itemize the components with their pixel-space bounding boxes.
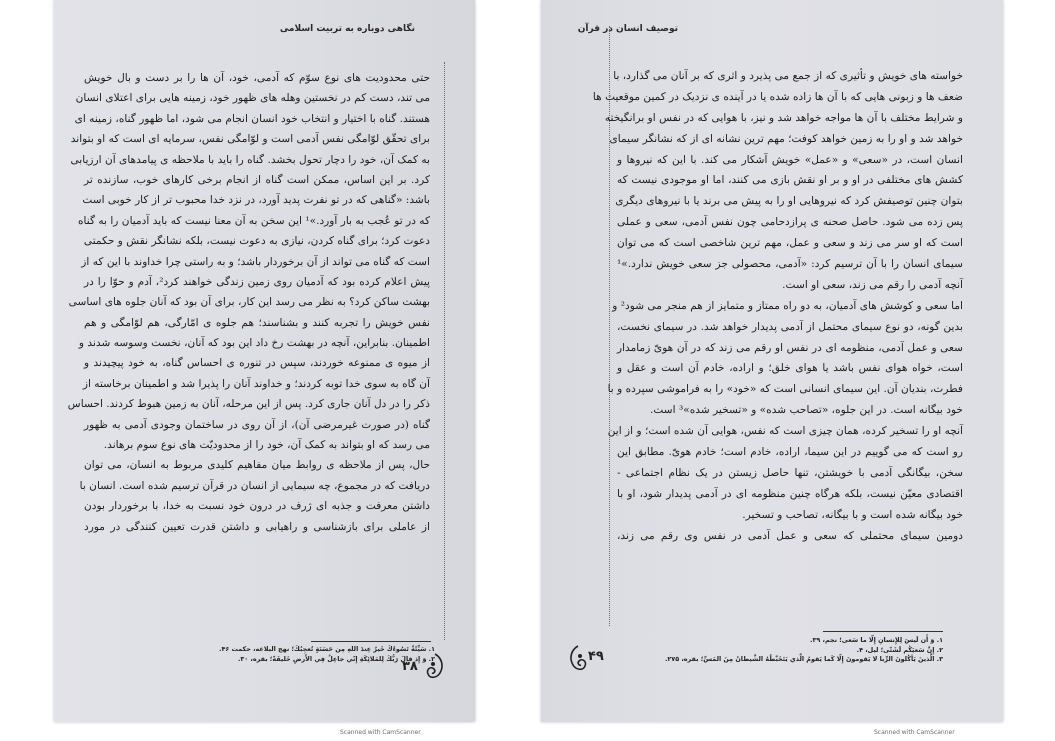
text-line: کشش های مختلفی در او و بر او نقش بازی می کنند، اما او موجودی نیست که <box>617 174 963 187</box>
body-text <box>67 68 430 537</box>
text-line: دریافت که در مجموع، چه سیمایی از انسان در قرآن ترسیم شده است. انسان با <box>79 479 430 492</box>
text-line: دعوت کرد؛ برای گناه کردن، نیازی به دعوت نیست، بلکه نشانگر نقش و حکمتی <box>83 235 430 248</box>
text-line: است که او سر می زند و سعی و عمل، مهم ترین شاخصی است که می توان <box>617 237 963 250</box>
text-line: می رسد که او بتواند به کمک آن، خود را از محدودیّت های نوع سوم برهاند. <box>103 439 430 452</box>
text-line: دومین سیمای محتملی که سعی و عمل آدمی در نفس وی رقم می زند، <box>617 529 963 542</box>
footnote: ۱. وَ أَن لَيسَ لِلإِنسانِ إِلّا ما سَعى؛ نجم، ۳۹. <box>810 636 943 644</box>
text-line: کرد. بر این اساس، ممکن است گناه از انجام برخی کارهای خوب، سازنده تر <box>84 173 430 186</box>
footnote: ۲. إِنَّ سَعيَكُم لَشَتّى؛ لیل، ۴. <box>856 645 943 654</box>
text-line: از میوه ی ممنوعه خوردند، سپس در تنوره ی احساس گناه، به خود پیچیدند و <box>84 357 430 370</box>
left-page <box>54 0 475 722</box>
text-line: برای تحقّق لوّامگی نفس آدمی است و لوّامگی نفس، سرمایه ای است که او بتواند <box>70 133 430 146</box>
text-line: بدین گونه، دو نوع سیمای محتمل از آدمی پدیدار خواهد شد. در سیمای نخست، <box>617 320 963 333</box>
text-line: اطمینان. بنابراین، آنچه در بهشت رخ داد این بود که آنان، نخست وسوسه شدند و <box>78 337 430 350</box>
text-line: فطرت، بندیان آن. این سیمای انسانی است که «خود» را به فراموشی سپرده و با <box>607 383 963 396</box>
text-line: ضعف ها و زبونی هایی که با آن ها زاده شده یا در آینده ی نزدیک در کمین موقعیت ها <box>592 90 963 103</box>
text-line: خواهد شد و او را به زمین خواهد کوفت؛ مهم ترین نشانه ای از که نشانگر سیمای <box>609 132 963 145</box>
text-line: گناه (در صورت غیرمرضی آن)، از آن روی در ساختمان وجودی آدمی به ظهور <box>84 418 430 431</box>
text-line: ذکر را در دل آنان جاری کرد. پس از این مرحله، آنان به زمین هبوط کردند. احساس <box>67 398 430 411</box>
scanner-watermark: Scanned with CamScanner <box>340 729 421 736</box>
running-head: نگاهی دوباره به تربیت اسلامی <box>279 24 415 34</box>
text-line: بتوان چنین توصیفش کرد که نیروهایی او را به پیش می برند یا با نیروهای دیگری <box>615 195 963 208</box>
text-line: هستند. گناه با اختیار و انتخاب خود انسان انجام می شود، اما ظهور گناه، زمینه ای <box>74 112 430 125</box>
text-line: بهشت ساکن کرد؟ به نظر می رسد این کار، برای آن بود که آنان جلوه های اساسی <box>68 296 430 309</box>
dotted-margin-rule <box>444 62 445 640</box>
text-line: حال، پس از ملاحظه ی روابط میان مفاهیم کلیدی مربوط به انسان، می توان <box>84 459 430 472</box>
text-line: اقتصادی معیّن نیست، بلکه هرگاه چنین منظومه ای در آدمی پدیدار شود، او با <box>617 487 963 500</box>
text-line: آن گاه به سوی خدا توبه کردند؛ و خداوند آنان را پذیرا شد و اطمینان برخاسته از <box>82 377 430 390</box>
text-line: از عاملی برای بازشناسی و راهیابی و داشتن قدرت تعیین کنندگی در مورد <box>84 520 430 533</box>
text-line: اما سعی و کوشش های آدمیان، به دو راه ممتاز و متمایز از هم منجر می شود² و <box>612 299 963 312</box>
text-line: پس زده می شود. حاصل صحنه ی پرازدحامی چون نفس آدمی، سعی و عملی <box>617 216 963 229</box>
paisley-ornament-icon <box>567 644 589 672</box>
text-line: خود بیگانه است. در این جلوه، «تصاحب شده» و «تسخیر شده»³ است. <box>650 404 963 417</box>
text-line: که در تو عُجب به بار آورد.»¹ این سخن به آن معنا نیست که باید آدمیان را به گناه <box>77 214 430 227</box>
text-line: آنچه آدمی را رقم می زند، سعی او است. <box>782 278 963 291</box>
footnote-rule <box>311 641 431 642</box>
text-line: سخن، بیگانگی آدمی با خویشتن، تنها حاصل زیستن در یک نظام اجتماعی - <box>617 466 963 479</box>
text-line: خود بیگانه شده است و با بیگانه، تصاحب و تسخیر. <box>742 508 963 521</box>
paisley-ornament-icon <box>424 652 446 680</box>
footnote: ۱. سَيِّئَةٌ تَسُوءُكَ خَيرٌ عِندَ اللهِ مِن حَسَنَةٍ تُعجِبُكَ؛ نهج البلاغه، حکمت ۴۶. <box>219 645 435 653</box>
text-line: سیمای انسان را با آن ترسیم کرد: «آدمی، محصولی جز سعی خویش ندارد.»¹ <box>617 258 963 271</box>
text-line: باشد: «گناهی که در تو نفرت پدید آورد، در نزد خدا محبوب تر از کار خوبی است <box>82 194 430 207</box>
text-line: آنچه او را تسخیر کرده، همان چیزی است که نفس، هوایی آن شده است؛ و از این <box>607 425 963 438</box>
text-line: سعی و عمل آدمی، منظومه ای در نفس او رقم می زند که در آن هویّ زمامدار <box>617 341 963 354</box>
text-line: انسان است، در «سعی» و «عمل» خویش آشکار می کند. با این که نیروها و <box>617 153 963 166</box>
right-page <box>541 0 1003 722</box>
text-line: پیش اعلام کرده بود که آدمیان روی زمین زندگی خواهند کرد²، آدم و حوّا را در <box>84 275 430 288</box>
footnotes <box>135 645 435 664</box>
text-line: خواسته های خویش و تأثیری که از جمع می پذیرد و اثری که بر آنان می گذارد، با <box>613 70 963 82</box>
text-line: رو است که می گوییم در این سیما، اراده، خادم است؛ خادم هویّ. مطابق این <box>617 446 963 459</box>
footnote-rule <box>823 631 943 632</box>
text-line: می تند، دست کم در نخستین وهله های ظهور خود، زمینه هایی برای اعتلای انسان <box>75 92 430 105</box>
text-line: و شرایط مختلف با آن ها مواجه خواهد شد و نیز، با هوایی که در نفس او برانگیخته <box>604 111 963 124</box>
scanner-watermark: Scanned with CamScanner <box>874 729 955 736</box>
text-line: داشتن معرفت و جذبه ای ژرف در درون خود نسبت به خدا، با برخوردار بودن <box>84 500 430 513</box>
page-number: ۴۹ <box>588 649 604 664</box>
body-text <box>592 66 963 546</box>
text-line: به کمک آن، خود را دچار تحول بخشد. گناه را باید با ملاحظه ی پیامدهای آن ارزیابی <box>70 153 430 166</box>
text-line: است که گناه می تواند از آن برخوردار باشد؛ و به راستی چرا خداوند با این که از <box>81 255 430 268</box>
footnote: ۳. الَّذينَ يَأكُلونَ الرِّبا لا يَقومونَ إِلّا كَما يَقومُ الَّذي يَتَخَبَّطُهُ الشَّيطانُ مِنَ المَسِّ؛ بقره، ۲۷۵. <box>664 655 943 663</box>
running-head: توصیف انسان در قرآن <box>577 24 678 34</box>
footnote: ۲. وَ إِذ قالَ رَبُّكَ لِلمَلائِكَةِ إِنّي جاعِلٌ فِي الأَرضِ خَليفَةً؛ بقره، ۳۰. <box>237 654 435 663</box>
footnotes <box>603 636 943 665</box>
page-number: ۳۸ <box>402 659 418 674</box>
text-line: نفس خویش را تجربه کنند و بشناسند؛ هم جلوه ی امّارگی، هم لوّامگی و هم <box>84 316 430 329</box>
text-line: حتی محدودیت های نوع سوّم که آدمی، خود، آن ها را بر دست و بال خویش <box>84 72 430 84</box>
text-line: است، خواه هوای نفس باشد یا هوای خلق؛ و اراده، خادم آن است و عقل و <box>617 362 963 375</box>
